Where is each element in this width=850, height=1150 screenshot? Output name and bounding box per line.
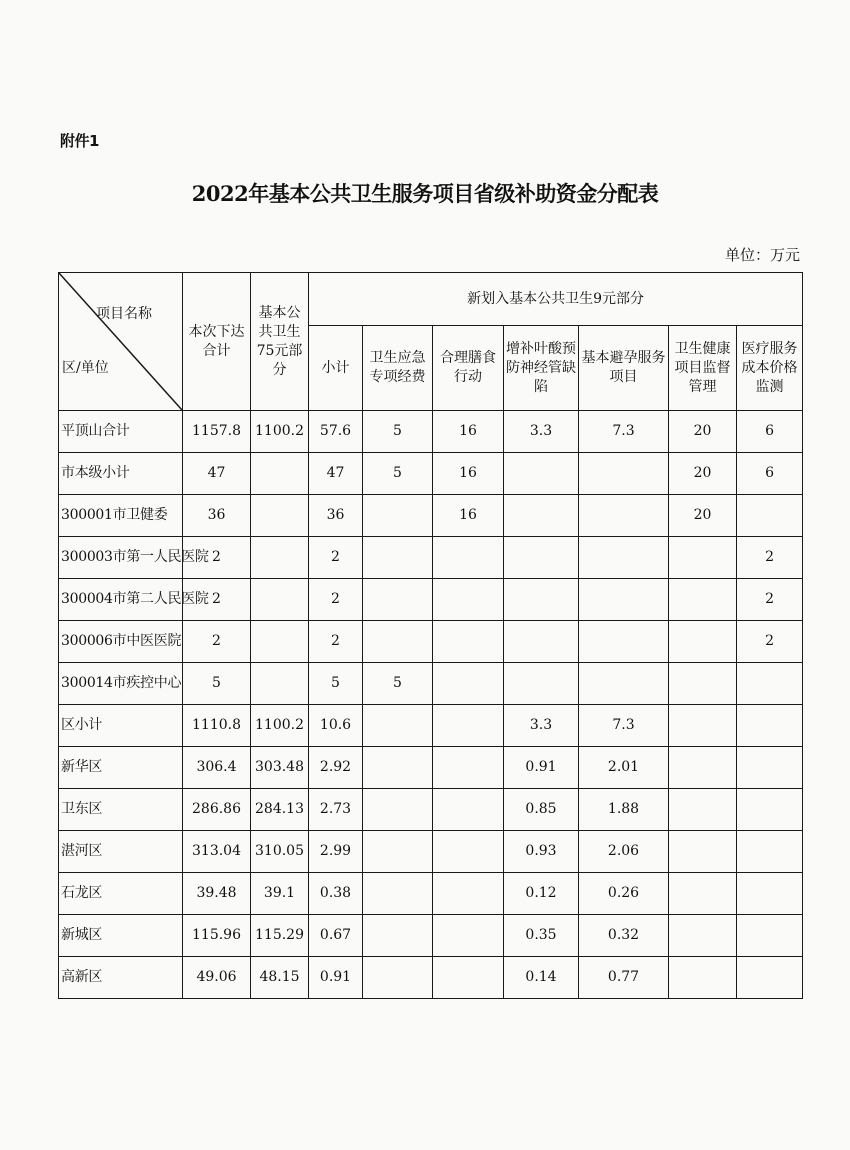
- table-row: [59, 831, 803, 873]
- cell-supervision: 20: [669, 411, 737, 453]
- corner-label-item-name: 项目名称: [96, 306, 152, 322]
- cell-diet: [433, 831, 504, 873]
- cell-folic: 0.91: [504, 747, 579, 789]
- cell-supervision: [669, 663, 737, 705]
- cell-pricing: [737, 915, 803, 957]
- cell-pricing: [737, 789, 803, 831]
- cell-subtotal: 2: [309, 537, 363, 579]
- cell-total: 47: [183, 453, 251, 495]
- cell-diet: 16: [433, 411, 504, 453]
- header-total: 本次下达合计: [183, 273, 251, 411]
- row-name: 卫东区: [59, 789, 183, 831]
- cell-diet: [433, 705, 504, 747]
- cell-folic: [504, 453, 579, 495]
- table-row: [59, 789, 803, 831]
- cell-contraception: 0.26: [579, 873, 669, 915]
- cell-diet: [433, 579, 504, 621]
- header-subtotal: 小计: [309, 326, 363, 411]
- cell-total: 49.06: [183, 957, 251, 999]
- cell-pricing: [737, 957, 803, 999]
- cell-contraception: [579, 621, 669, 663]
- cell-total: 5: [183, 663, 251, 705]
- cell-subtotal: 2: [309, 621, 363, 663]
- cell-diet: [433, 621, 504, 663]
- cell-diet: 16: [433, 495, 504, 537]
- cell-total: 306.4: [183, 747, 251, 789]
- cell-supervision: 20: [669, 495, 737, 537]
- cell-basic75: 310.05: [251, 831, 309, 873]
- header-diet: 合理膳食行动: [433, 326, 504, 411]
- cell-supervision: [669, 621, 737, 663]
- cell-subtotal: 47: [309, 453, 363, 495]
- cell-emergency: [363, 537, 433, 579]
- table-row: [59, 957, 803, 999]
- cell-subtotal: 2: [309, 579, 363, 621]
- corner-header-cell: [59, 273, 183, 411]
- table-row: [59, 663, 803, 705]
- cell-basic75: 303.48: [251, 747, 309, 789]
- row-name: 新华区: [59, 747, 183, 789]
- cell-total: 1110.8: [183, 705, 251, 747]
- header-basic75: 基本公共卫生75元部分: [251, 273, 309, 411]
- row-name: 300003市第一人民医院: [59, 537, 183, 579]
- cell-folic: 3.3: [504, 411, 579, 453]
- cell-contraception: [579, 453, 669, 495]
- cell-diet: [433, 957, 504, 999]
- cell-contraception: 0.77: [579, 957, 669, 999]
- cell-basic75: 1100.2: [251, 705, 309, 747]
- table-row: [59, 915, 803, 957]
- cell-contraception: [579, 579, 669, 621]
- cell-total: 36: [183, 495, 251, 537]
- cell-diet: [433, 537, 504, 579]
- table-row: [59, 747, 803, 789]
- cell-contraception: 7.3: [579, 411, 669, 453]
- cell-emergency: [363, 747, 433, 789]
- cell-contraception: [579, 537, 669, 579]
- header-supervision: 卫生健康项目监督管理: [669, 326, 737, 411]
- cell-pricing: [737, 495, 803, 537]
- cell-subtotal: 2.73: [309, 789, 363, 831]
- cell-total: 115.96: [183, 915, 251, 957]
- cell-basic75: 39.1: [251, 873, 309, 915]
- cell-subtotal: 10.6: [309, 705, 363, 747]
- row-name: 湛河区: [59, 831, 183, 873]
- cell-supervision: [669, 873, 737, 915]
- cell-basic75: [251, 495, 309, 537]
- cell-diet: 16: [433, 453, 504, 495]
- cell-total: 313.04: [183, 831, 251, 873]
- cell-folic: [504, 579, 579, 621]
- header-folic: 增补叶酸预防神经管缺陷: [504, 326, 579, 411]
- row-name: 300014市疾控中心: [59, 663, 183, 705]
- cell-folic: [504, 621, 579, 663]
- cell-contraception: 2.01: [579, 747, 669, 789]
- cell-folic: [504, 537, 579, 579]
- cell-supervision: 20: [669, 453, 737, 495]
- cell-emergency: [363, 579, 433, 621]
- row-name: 平顶山合计: [59, 411, 183, 453]
- cell-emergency: [363, 957, 433, 999]
- corner-label-unit: 区/单位: [62, 360, 109, 376]
- cell-emergency: [363, 831, 433, 873]
- cell-subtotal: 57.6: [309, 411, 363, 453]
- cell-folic: [504, 663, 579, 705]
- table-row: [59, 873, 803, 915]
- cell-subtotal: 2.99: [309, 831, 363, 873]
- cell-total: 2: [183, 537, 251, 579]
- cell-folic: 0.35: [504, 915, 579, 957]
- diagonal-line: [59, 273, 182, 410]
- cell-contraception: [579, 495, 669, 537]
- cell-contraception: 7.3: [579, 705, 669, 747]
- cell-total: 286.86: [183, 789, 251, 831]
- cell-emergency: 5: [363, 453, 433, 495]
- cell-emergency: [363, 873, 433, 915]
- cell-subtotal: 0.38: [309, 873, 363, 915]
- cell-supervision: [669, 705, 737, 747]
- allocation-table: [58, 272, 803, 999]
- table-row: [59, 537, 803, 579]
- table-row: [59, 453, 803, 495]
- cell-diet: [433, 663, 504, 705]
- cell-subtotal: 36: [309, 495, 363, 537]
- cell-diet: [433, 789, 504, 831]
- document-title: 2022年基本公共卫生服务项目省级补助资金分配表: [191, 181, 659, 206]
- cell-subtotal: 0.67: [309, 915, 363, 957]
- cell-emergency: [363, 621, 433, 663]
- header-contraception: 基本避孕服务项目: [579, 326, 669, 411]
- attachment-label: 附件1: [60, 132, 99, 150]
- cell-supervision: [669, 537, 737, 579]
- cell-diet: [433, 915, 504, 957]
- cell-basic75: [251, 537, 309, 579]
- row-name: 市本级小计: [59, 453, 183, 495]
- cell-folic: 3.3: [504, 705, 579, 747]
- cell-contraception: 1.88: [579, 789, 669, 831]
- cell-basic75: [251, 663, 309, 705]
- cell-folic: 0.93: [504, 831, 579, 873]
- unit-label: 单位：万元: [724, 246, 800, 264]
- header-emergency: 卫生应急专项经费: [363, 326, 433, 411]
- cell-pricing: [737, 747, 803, 789]
- cell-subtotal: 5: [309, 663, 363, 705]
- row-name: 区小计: [59, 705, 183, 747]
- row-name: 石龙区: [59, 873, 183, 915]
- cell-supervision: [669, 747, 737, 789]
- cell-pricing: 2: [737, 621, 803, 663]
- row-name: 300004市第二人民医院: [59, 579, 183, 621]
- cell-subtotal: 2.92: [309, 747, 363, 789]
- header-new9-group: 新划入基本公共卫生9元部分: [309, 273, 803, 326]
- cell-supervision: [669, 789, 737, 831]
- cell-contraception: 0.32: [579, 915, 669, 957]
- table-row: [59, 411, 803, 453]
- cell-emergency: [363, 495, 433, 537]
- cell-basic75: [251, 579, 309, 621]
- cell-basic75: 284.13: [251, 789, 309, 831]
- row-name: 300001市卫健委: [59, 495, 183, 537]
- cell-total: 1157.8: [183, 411, 251, 453]
- cell-diet: [433, 747, 504, 789]
- cell-basic75: [251, 621, 309, 663]
- cell-total: 39.48: [183, 873, 251, 915]
- cell-diet: [433, 873, 504, 915]
- row-name: 高新区: [59, 957, 183, 999]
- cell-emergency: 5: [363, 411, 433, 453]
- cell-supervision: [669, 579, 737, 621]
- header-pricing: 医疗服务成本价格监测: [737, 326, 803, 411]
- cell-basic75: [251, 453, 309, 495]
- cell-emergency: [363, 915, 433, 957]
- cell-total: 2: [183, 579, 251, 621]
- cell-pricing: 2: [737, 537, 803, 579]
- cell-emergency: [363, 705, 433, 747]
- row-name: 新城区: [59, 915, 183, 957]
- cell-contraception: 2.06: [579, 831, 669, 873]
- cell-pricing: [737, 873, 803, 915]
- cell-pricing: [737, 663, 803, 705]
- table-row: [59, 579, 803, 621]
- cell-emergency: [363, 789, 433, 831]
- cell-contraception: [579, 663, 669, 705]
- table-row: [59, 621, 803, 663]
- cell-folic: [504, 495, 579, 537]
- cell-folic: 0.85: [504, 789, 579, 831]
- cell-folic: 0.12: [504, 873, 579, 915]
- cell-emergency: 5: [363, 663, 433, 705]
- cell-basic75: 48.15: [251, 957, 309, 999]
- cell-pricing: 6: [737, 453, 803, 495]
- table-row: [59, 705, 803, 747]
- cell-pricing: 2: [737, 579, 803, 621]
- row-name: 300006市中医医院: [59, 621, 183, 663]
- cell-supervision: [669, 957, 737, 999]
- cell-pricing: [737, 831, 803, 873]
- cell-basic75: 115.29: [251, 915, 309, 957]
- cell-total: 2: [183, 621, 251, 663]
- cell-folic: 0.14: [504, 957, 579, 999]
- cell-basic75: 1100.2: [251, 411, 309, 453]
- cell-supervision: [669, 831, 737, 873]
- cell-pricing: 6: [737, 411, 803, 453]
- cell-subtotal: 0.91: [309, 957, 363, 999]
- table-row: [59, 495, 803, 537]
- cell-pricing: [737, 705, 803, 747]
- cell-supervision: [669, 915, 737, 957]
